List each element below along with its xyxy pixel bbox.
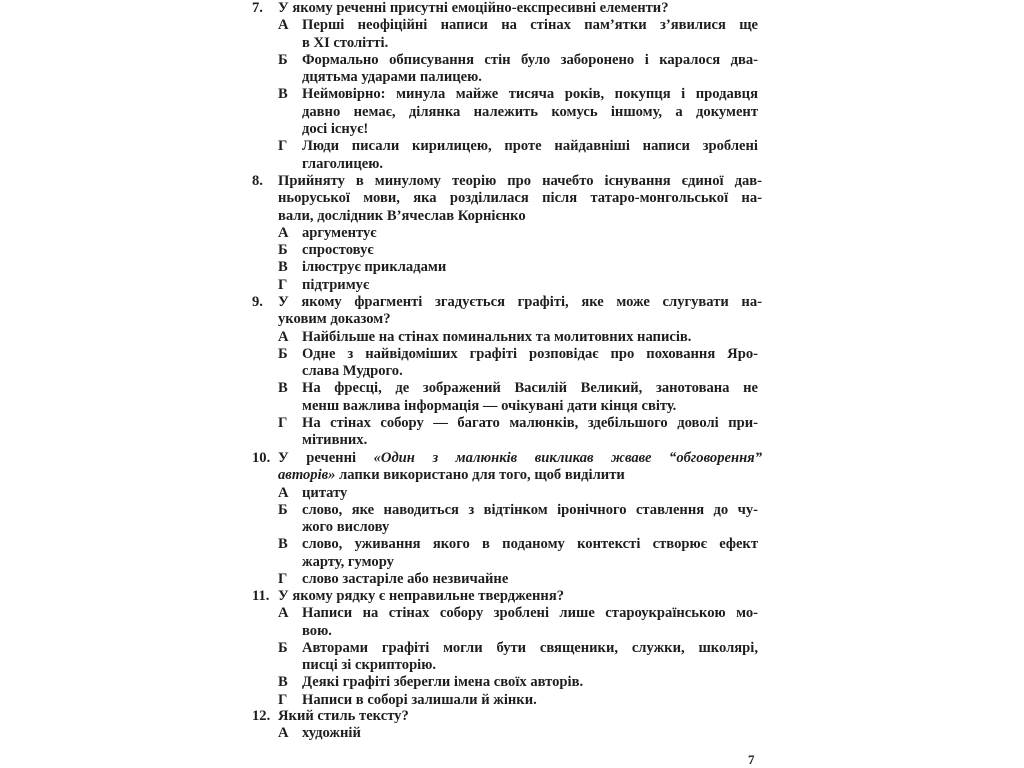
answer-option bbox=[252, 242, 762, 259]
page-number: 7 bbox=[748, 752, 755, 767]
question-text: У якому реченні присутні емоційно-експресивні елементи? bbox=[278, 0, 669, 16]
option-text: досі існує! bbox=[302, 121, 369, 138]
answer-option bbox=[252, 536, 762, 553]
question-block bbox=[252, 294, 762, 450]
option-text: Найбільше на стінах поминальних та молитовних написів. bbox=[302, 328, 692, 345]
question-first-line bbox=[252, 0, 762, 17]
question-number: 8. bbox=[252, 173, 263, 189]
option-text: Одне з найвідоміших графіті розповідає про поховання Яро- bbox=[302, 345, 758, 362]
option-text: жого вислову bbox=[302, 519, 390, 536]
option-text: аргументує bbox=[302, 224, 377, 241]
question-block bbox=[252, 450, 762, 588]
option-text: Деякі графіті зберегли імена своїх авторів. bbox=[302, 674, 584, 691]
question-first-line bbox=[252, 450, 762, 467]
option-text: цитату bbox=[302, 484, 348, 501]
option-letter: Г bbox=[278, 276, 288, 293]
answer-option bbox=[252, 86, 762, 103]
option-text: вою. bbox=[302, 622, 332, 639]
option-text: мітивних. bbox=[302, 432, 368, 449]
answer-option bbox=[252, 485, 762, 502]
option-letter: А bbox=[278, 725, 289, 742]
answer-option bbox=[252, 225, 762, 242]
answer-option bbox=[252, 380, 762, 397]
question-number: 7. bbox=[252, 0, 263, 16]
option-letter: Б bbox=[278, 639, 288, 656]
option-text: Написи на стінах собору зроблені лише староукраїнською мо- bbox=[302, 605, 758, 622]
question-number: 10. bbox=[252, 450, 271, 466]
question-text: Прийняту в минулому теорію про начебто існування єдиної дав- bbox=[278, 173, 762, 189]
option-text: Авторами графіті могли бути священики, служки, школярі, bbox=[302, 639, 758, 656]
question-block bbox=[252, 708, 762, 743]
question-number: 11. bbox=[252, 588, 270, 604]
option-text: Написи в соборі залишали й жінки. bbox=[302, 691, 537, 708]
answer-option bbox=[252, 277, 762, 294]
answer-option bbox=[252, 415, 762, 432]
question-text: уковим доказом? bbox=[278, 311, 391, 328]
question-block bbox=[252, 173, 762, 294]
option-letter: В bbox=[278, 86, 288, 103]
option-text: жарту, гумору bbox=[302, 553, 394, 570]
answer-option bbox=[252, 329, 762, 346]
question-block bbox=[252, 0, 762, 173]
option-letter: В bbox=[278, 536, 288, 553]
question-text-suffix: лапки використано для того, щоб виділити bbox=[335, 467, 625, 484]
option-text: Перші неофіційні написи на стінах пам’ятки з’явилися ще bbox=[302, 17, 758, 34]
question-text: Який стиль тексту? bbox=[278, 708, 409, 724]
question-number: 9. bbox=[252, 294, 263, 310]
option-letter: А bbox=[278, 484, 289, 501]
option-text: менш важлива інформація — очікувані дати кінця світу. bbox=[302, 397, 677, 414]
textbook-page bbox=[252, 0, 762, 768]
question-first-line bbox=[252, 294, 762, 311]
option-text: На стінах собору — багато малюнків, здебільшого доволі при- bbox=[302, 415, 758, 432]
answer-option bbox=[252, 138, 762, 155]
option-text: слава Мудрого. bbox=[302, 363, 403, 380]
option-text: слово застаріле або незвичайне bbox=[302, 571, 509, 588]
answer-option bbox=[252, 571, 762, 588]
quoted-sentence: авторів» bbox=[278, 467, 336, 484]
question-text-prefix: У реченні bbox=[278, 450, 374, 466]
option-letter: Г bbox=[278, 571, 288, 588]
answer-option bbox=[252, 692, 762, 709]
answer-option bbox=[252, 502, 762, 519]
question-text bbox=[252, 467, 762, 484]
option-text: в ХІ столітті. bbox=[302, 34, 389, 51]
question-text: вали, дослідник В’ячеслав Корнієнко bbox=[278, 207, 526, 224]
option-letter: Г bbox=[278, 138, 288, 155]
option-letter: Г bbox=[278, 691, 288, 708]
option-letter: Б bbox=[278, 242, 288, 259]
question-text bbox=[278, 450, 762, 467]
question-block bbox=[252, 588, 762, 709]
option-letter: В bbox=[278, 259, 288, 276]
option-text: ілюструє прикладами bbox=[302, 259, 447, 276]
option-text: Неймовірно: минула майже тисяча років, покупця і продавця bbox=[302, 86, 758, 103]
option-text: художній bbox=[302, 725, 361, 742]
option-text: глаголицею. bbox=[302, 155, 384, 172]
answer-option bbox=[252, 52, 762, 69]
option-text: підтримує bbox=[302, 276, 370, 293]
option-text: слово, яке наводиться з відтінком іронічного ставлення до чу- bbox=[302, 501, 758, 518]
question-first-line bbox=[252, 173, 762, 190]
option-letter: Б bbox=[278, 345, 288, 362]
answer-option bbox=[252, 674, 762, 691]
option-letter: Г bbox=[278, 415, 288, 432]
option-letter: Б bbox=[278, 51, 288, 68]
option-letter: Б bbox=[278, 501, 288, 518]
option-letter: А bbox=[278, 224, 289, 241]
option-text: дцятьма ударами палицею. bbox=[302, 69, 482, 86]
option-letter: А bbox=[278, 328, 289, 345]
option-text: спростовує bbox=[302, 242, 374, 259]
option-letter: А bbox=[278, 605, 289, 622]
question-first-line bbox=[252, 708, 762, 725]
option-text: писці зі скрипторію. bbox=[302, 657, 437, 674]
question-first-line bbox=[252, 588, 762, 605]
answer-option bbox=[252, 259, 762, 276]
answer-option bbox=[252, 346, 762, 363]
question-text: У якому фрагменті згадується графіті, яке може слугувати на- bbox=[278, 294, 762, 310]
answer-option bbox=[252, 17, 762, 34]
answer-option bbox=[252, 725, 762, 742]
question-number: 12. bbox=[252, 708, 271, 724]
answer-option bbox=[252, 640, 762, 657]
option-text: На фресці, де зображений Василій Великий, занотована не bbox=[302, 380, 758, 397]
option-letter: А bbox=[278, 17, 289, 34]
option-text: слово, уживання якого в поданому контексті створює ефект bbox=[302, 536, 758, 553]
option-text: Формально обписування стін було заборонено і каралося два- bbox=[302, 51, 758, 68]
option-text: Люди писали кирилицею, проте найдавніші написи зроблені bbox=[302, 138, 758, 155]
option-letter: В bbox=[278, 380, 288, 397]
question-text: У якому рядку є неправильне твердження? bbox=[278, 588, 565, 604]
option-letter: В bbox=[278, 674, 288, 691]
option-text: давно немає, ділянка належить комусь іншому, а документ bbox=[302, 103, 758, 120]
quoted-sentence: «Один з малюнків викликав жваве “обговорення” bbox=[373, 450, 762, 466]
answer-option bbox=[252, 605, 762, 622]
question-text: ньоруської мови, яка розділилася після татаро-монгольської на- bbox=[278, 190, 762, 207]
